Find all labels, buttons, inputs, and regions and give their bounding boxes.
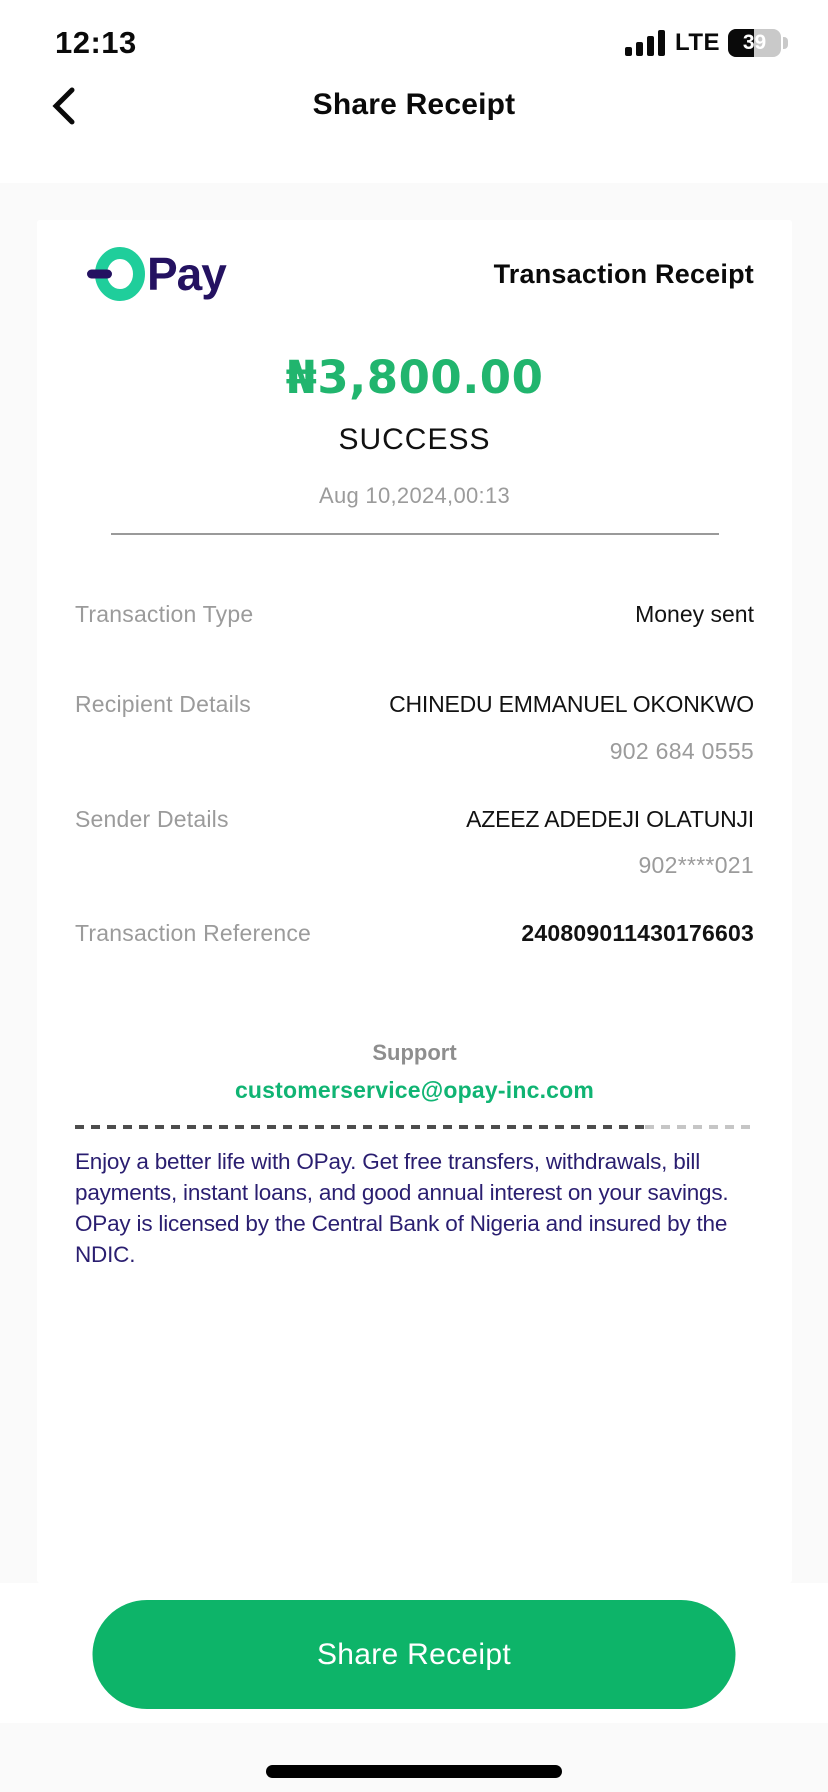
battery-body — [728, 29, 781, 57]
recipient-phone-value: 902 684 0555 — [609, 738, 754, 764]
transaction-datetime: Aug 10,2024,00:13 — [318, 483, 511, 508]
sender-name-value: AZEEZ ADEDEJI OLATUNJI — [466, 806, 754, 832]
transaction-reference-value: 240809011430176603 — [521, 920, 754, 946]
battery-icon — [728, 29, 788, 57]
page-title: Share Receipt — [312, 88, 516, 121]
signal-strength-icon — [625, 29, 667, 57]
dashed-divider-dark-segment — [75, 1125, 645, 1129]
recipient-details-label: Recipient Details — [75, 691, 251, 717]
recipient-name-value: CHINEDU EMMANUEL OKONKWO — [389, 691, 754, 717]
transaction-type-value: Money sent — [635, 601, 754, 627]
support-label: Support — [372, 1040, 457, 1065]
status-bar — [0, 0, 828, 62]
dashed-divider — [75, 1125, 754, 1129]
network-type-label: LTE — [674, 29, 720, 56]
sender-phone-masked-value: 902****021 — [638, 852, 754, 878]
transaction-amount: ₦3,800.00 — [285, 351, 544, 404]
transaction-status: SUCCESS — [338, 423, 491, 456]
opay-logo-text: Pay — [147, 248, 226, 300]
transaction-reference-label: Transaction Reference — [75, 920, 312, 946]
nav-header — [0, 62, 828, 162]
divider-line — [111, 533, 719, 535]
battery-percent-text: 39 — [742, 31, 767, 54]
transaction-type-label: Transaction Type — [75, 601, 254, 627]
share-receipt-button[interactable]: Share Receipt — [93, 1600, 736, 1709]
battery-cap — [783, 37, 788, 49]
top-bar — [0, 0, 828, 183]
receipt-card-header — [75, 246, 754, 302]
bottom-action-bar — [0, 1583, 828, 1723]
sender-details-label: Sender Details — [75, 806, 229, 832]
recipient-details-row — [75, 691, 754, 718]
promo-text: Enjoy a better life with OPay. Get free transfers, withdrawals, bill payments, instant loans, and good annual interest on your savings. OPay is licensed by the Central Bank of Nigeria and insured by the NDIC. — [75, 1149, 729, 1267]
clock-text: 12:13 — [55, 25, 137, 60]
transaction-type-row — [75, 601, 754, 628]
home-indicator[interactable] — [266, 1765, 562, 1778]
dashed-divider-light-segment — [645, 1125, 754, 1129]
home-strip — [0, 1723, 828, 1792]
opay-logo-icon — [87, 246, 255, 302]
receipt-card — [37, 220, 792, 1583]
sender-details-row — [75, 806, 754, 833]
receipt-title: Transaction Receipt — [493, 258, 754, 289]
status-icons — [625, 29, 788, 57]
support-email-link[interactable]: customerservice@opay-inc.com — [234, 1077, 595, 1103]
transaction-reference-row — [75, 920, 754, 947]
